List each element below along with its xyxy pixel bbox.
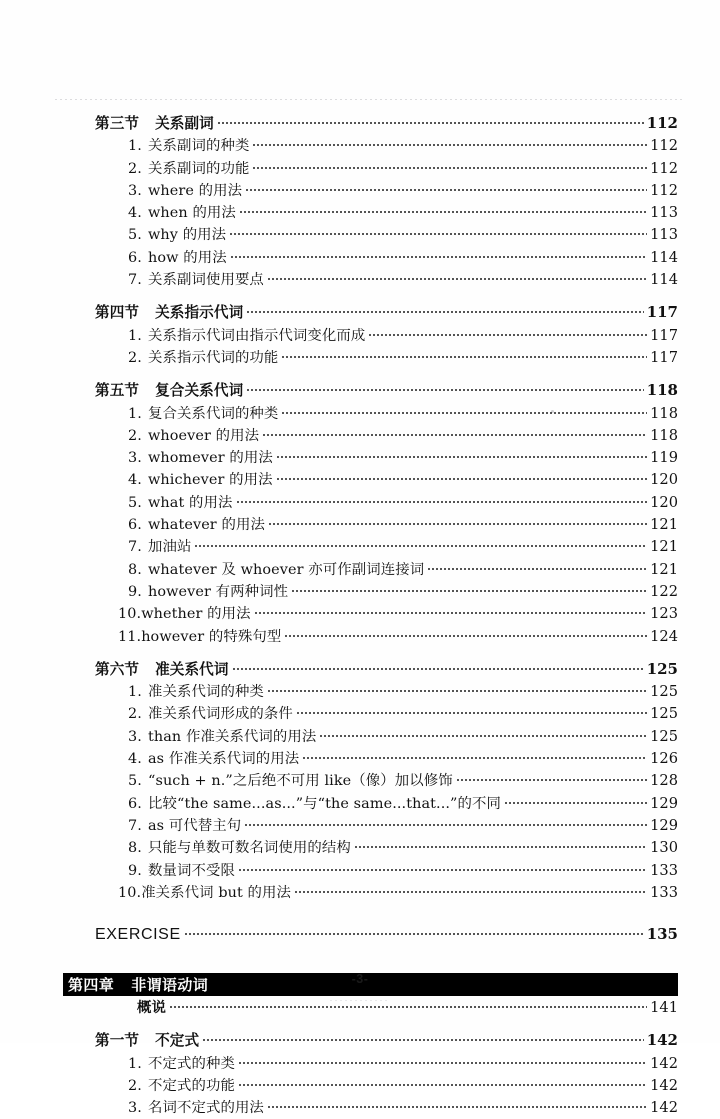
toc-item-title: 复合关系代词的种类 <box>148 405 279 422</box>
toc-entry-label <box>128 725 316 746</box>
toc-item-row[interactable] <box>0 602 720 624</box>
toc-item-title: 加油站 <box>148 539 192 556</box>
toc-section-title: 关系副词 <box>155 115 214 132</box>
toc-item-number: 3. <box>128 182 142 199</box>
toc-spacer <box>0 1018 720 1029</box>
toc-dot-leader <box>244 814 647 830</box>
toc-dot-leader <box>281 346 647 362</box>
toc-item-title: whichever 的用法 <box>148 472 273 489</box>
toc-item-title: 名词不定式的用法 <box>148 1100 264 1117</box>
toc-page-number: 121 <box>650 538 678 556</box>
toc-intro-row[interactable] <box>0 996 720 1018</box>
toc-spacer <box>0 647 720 658</box>
toc-entry-label <box>128 702 293 723</box>
toc-page-number: 141 <box>650 999 678 1017</box>
toc-dot-leader <box>302 747 647 763</box>
toc-entry-label <box>95 379 243 400</box>
scan-artifact-line <box>55 99 685 100</box>
toc-item-row[interactable] <box>0 179 720 201</box>
toc-item-title: 关系指示代词的功能 <box>148 349 279 366</box>
toc-page-number: 133 <box>650 883 678 901</box>
toc-entry-label <box>128 580 288 601</box>
toc-section-number: 第一节 <box>95 1032 140 1050</box>
toc-page-number: 124 <box>650 627 678 645</box>
toc-exercise-row[interactable] <box>0 923 720 953</box>
toc-item-title: 准关系代词形成的条件 <box>148 706 293 723</box>
toc-item-title: 比较“the same...as...”与“the same...that...”的不同 <box>148 795 501 812</box>
toc-item-number: 3. <box>128 728 142 745</box>
toc-item-number: 10. <box>118 606 142 623</box>
toc-item-row[interactable] <box>0 859 720 881</box>
toc-item-title: whomever 的用法 <box>148 450 273 467</box>
toc-item-number: 10. <box>118 884 142 901</box>
toc-dot-leader <box>276 446 647 462</box>
toc-section-row[interactable] <box>0 379 720 401</box>
toc-page-number: 112 <box>650 159 678 177</box>
toc-item-row[interactable] <box>0 134 720 156</box>
toc-intro-title: 概说 <box>137 999 166 1017</box>
toc-page-number: 121 <box>650 560 678 578</box>
toc-page-number: 129 <box>650 794 678 812</box>
toc-dot-leader <box>232 658 644 674</box>
toc-item-title: however 有两种词性 <box>148 583 289 600</box>
toc-item-number: 1. <box>128 327 142 344</box>
toc-section-number: 第五节 <box>95 382 140 400</box>
toc-page-number: 142 <box>650 1076 678 1094</box>
toc-section-number: 第三节 <box>95 115 140 132</box>
toc-dot-leader <box>504 792 647 808</box>
toc-entry-label <box>128 513 265 534</box>
toc-entry-label <box>95 926 181 944</box>
toc-item-row[interactable] <box>0 747 720 769</box>
toc-page-number: 130 <box>650 839 678 857</box>
toc-item-row[interactable] <box>0 725 720 747</box>
toc-dot-leader <box>267 1096 647 1112</box>
toc-entry-label <box>128 680 264 701</box>
toc-dot-leader <box>169 996 647 1012</box>
toc-item-row[interactable] <box>0 792 720 814</box>
toc-item-row[interactable] <box>0 625 720 647</box>
toc-item-title: 数量词不受限 <box>148 862 235 879</box>
toc-item-number: 11. <box>118 628 142 645</box>
toc-spacer <box>0 903 720 923</box>
toc-entry-label <box>128 859 235 880</box>
toc-dot-leader <box>229 223 647 239</box>
toc-page-number: 129 <box>650 816 678 834</box>
toc-item-number: 4. <box>128 205 142 222</box>
toc-dot-leader <box>254 602 647 618</box>
toc-page-number: 118 <box>650 404 678 422</box>
toc-dot-leader <box>291 580 647 596</box>
toc-item-row[interactable] <box>0 1052 720 1074</box>
toc-section-row[interactable] <box>0 112 720 134</box>
toc-item-number: 2. <box>128 706 142 723</box>
toc-dot-leader <box>284 625 647 641</box>
toc-page-number: 112 <box>650 181 678 199</box>
page-number: -3- <box>351 972 369 986</box>
toc-page-number: 142 <box>650 1099 678 1117</box>
toc-entry-label <box>128 179 242 200</box>
toc-entry-label <box>128 402 278 423</box>
toc-item-number: 1. <box>128 405 142 422</box>
toc-item-title: what 的用法 <box>148 494 233 511</box>
toc-dot-leader <box>184 923 644 939</box>
toc-item-row[interactable] <box>0 836 720 858</box>
toc-item-row[interactable] <box>0 558 720 580</box>
toc-item-number: 8. <box>128 561 142 578</box>
toc-page-number: 121 <box>650 516 678 534</box>
toc-dot-leader <box>236 491 648 507</box>
toc-item-title: as 可代替主句 <box>148 817 242 834</box>
toc-page-number: 114 <box>650 248 678 266</box>
toc-entry-label <box>137 996 166 1017</box>
toc-section-row[interactable] <box>0 658 720 680</box>
toc-item-number: 5. <box>128 227 142 244</box>
toc-dot-leader <box>238 859 647 875</box>
toc-item-row[interactable] <box>0 580 720 602</box>
toc-item-title: where 的用法 <box>148 182 243 199</box>
toc-entry-label <box>128 157 249 178</box>
toc-item-number: 7. <box>128 272 142 289</box>
toc-item-number: 2. <box>128 427 142 444</box>
toc-dot-leader <box>245 179 647 195</box>
toc-item-number: 2. <box>128 160 142 177</box>
toc-entry-label <box>118 625 282 646</box>
toc-item-title: why 的用法 <box>148 227 227 244</box>
toc-item-row[interactable] <box>0 446 720 468</box>
toc-page-number: 120 <box>650 493 678 511</box>
toc-dot-leader <box>252 134 647 150</box>
toc-section-title: 准关系代词 <box>155 660 229 678</box>
toc-dot-leader <box>239 201 647 217</box>
toc-entry-label <box>128 836 351 857</box>
toc-page-number: 128 <box>650 772 678 790</box>
toc-item-title: whoever 的用法 <box>148 427 260 444</box>
toc-item-number: 3. <box>128 1100 142 1117</box>
toc-item-title: 关系副词的种类 <box>148 138 250 155</box>
toc-item-row[interactable] <box>0 424 720 446</box>
toc-entry-label <box>128 268 264 289</box>
toc-item-row[interactable] <box>0 201 720 223</box>
toc-entry-label <box>95 112 214 133</box>
toc-spacer <box>0 368 720 379</box>
toc-page-number: 126 <box>650 750 678 768</box>
toc-item-row[interactable] <box>0 881 720 903</box>
toc-entry-label <box>128 223 226 244</box>
toc-entry-label <box>128 558 424 579</box>
toc-page-number: 117 <box>650 348 678 366</box>
toc-item-title: 只能与单数可数名词使用的结构 <box>148 840 351 857</box>
toc-item-title: however 的特殊句型 <box>141 628 282 645</box>
toc-item-row[interactable] <box>0 1096 720 1118</box>
toc-dot-leader <box>267 680 647 696</box>
toc-page-number: 125 <box>650 705 678 723</box>
toc-dot-leader <box>296 702 647 718</box>
toc-section-number: 第六节 <box>95 660 140 678</box>
toc-item-number: 3. <box>128 450 142 467</box>
toc-entry-label <box>128 346 278 367</box>
toc-entry-label <box>128 468 273 489</box>
toc-page-number: 125 <box>650 727 678 745</box>
toc-item-row[interactable] <box>0 1074 720 1096</box>
toc-entry-label <box>128 814 241 835</box>
toc-item-title: how 的用法 <box>148 249 227 266</box>
toc-item-number: 4. <box>128 472 142 489</box>
toc-item-title: 不定式的种类 <box>148 1055 235 1072</box>
toc-exercise-title: EXERCISE <box>95 926 181 944</box>
toc-entry-label <box>95 658 229 679</box>
toc-item-row[interactable] <box>0 268 720 290</box>
toc-entry-label <box>95 301 243 322</box>
toc-entry-label <box>118 881 292 902</box>
toc-section-number: 第四节 <box>95 304 140 322</box>
toc-dot-leader <box>319 725 647 741</box>
toc-entry-label <box>128 201 236 222</box>
toc-entry-label <box>128 1052 235 1073</box>
toc-page-number: 112 <box>650 137 678 155</box>
toc-page-number: 125 <box>646 659 678 678</box>
toc-section-row[interactable] <box>0 1029 720 1051</box>
toc-section-title: 关系指示代词 <box>155 304 244 322</box>
toc-section-row[interactable] <box>0 301 720 323</box>
toc-spacer <box>0 953 720 973</box>
toc-page-number: 135 <box>646 925 678 944</box>
toc-dot-leader <box>238 1074 647 1090</box>
toc-item-title: “such + n.”之后绝不可用 like（像）加以修饰 <box>148 773 453 790</box>
toc-item-number: 4. <box>128 751 142 768</box>
toc-item-number: 8. <box>128 840 142 857</box>
toc-page-number: 118 <box>650 426 678 444</box>
toc-item-number: 9. <box>128 862 142 879</box>
toc-item-title: as 作准关系代词的用法 <box>148 751 300 768</box>
toc-item-title: when 的用法 <box>148 205 236 222</box>
toc-section-title: 不定式 <box>155 1032 200 1050</box>
toc-dot-leader <box>246 379 643 395</box>
toc-item-number: 6. <box>128 795 142 812</box>
toc-dot-leader <box>262 424 647 440</box>
toc-item-row[interactable] <box>0 702 720 724</box>
toc-entry-label <box>128 446 273 467</box>
toc-dot-leader <box>230 246 647 262</box>
chapter-number: 第四章 <box>68 976 115 995</box>
toc-item-title: 关系指示代词由指示代词变化而成 <box>148 327 366 344</box>
toc-item-number: 1. <box>128 138 142 155</box>
toc-dot-leader <box>267 268 647 284</box>
toc-dot-leader <box>276 468 647 484</box>
toc-item-number: 7. <box>128 539 142 556</box>
toc-item-title: 不定式的功能 <box>148 1077 235 1094</box>
toc-page-number: 117 <box>650 326 678 344</box>
toc-item-row[interactable] <box>0 535 720 557</box>
toc-item-row[interactable] <box>0 680 720 702</box>
toc-item-title: than 作准关系代词的用法 <box>148 728 317 745</box>
toc-item-title: 准关系代词的种类 <box>148 684 264 701</box>
toc-item-number: 5. <box>128 773 142 790</box>
toc-item-number: 5. <box>128 494 142 511</box>
toc-page-number: 119 <box>650 449 678 467</box>
toc-entry-label <box>128 246 227 267</box>
toc-entry-label <box>128 792 501 813</box>
toc-entry-label <box>128 1074 235 1095</box>
toc-page-number: 113 <box>650 204 678 222</box>
toc-item-row[interactable] <box>0 513 720 535</box>
toc-dot-leader <box>246 301 643 317</box>
toc-item-title: whether 的用法 <box>141 606 251 623</box>
toc-item-title: 关系副词的功能 <box>148 160 250 177</box>
toc-item-row[interactable] <box>0 402 720 424</box>
toc-item-title: whatever 的用法 <box>148 517 265 534</box>
toc-entry-label <box>95 1029 199 1050</box>
toc-page-number: 112 <box>646 114 678 132</box>
chapter-title: 非谓语动词 <box>131 976 209 995</box>
toc-entry-label <box>128 424 259 445</box>
toc-entry-label <box>128 134 249 155</box>
toc-item-number: 1. <box>128 1055 142 1072</box>
toc-entry-label <box>128 769 453 790</box>
toc-dot-leader <box>238 1052 647 1068</box>
toc-entry-label <box>128 491 233 512</box>
toc-item-row[interactable] <box>0 468 720 490</box>
toc-item-row[interactable] <box>0 346 720 368</box>
toc-page-number: 114 <box>650 271 678 289</box>
toc-item-number: 6. <box>128 249 142 266</box>
toc-item-row[interactable] <box>0 814 720 836</box>
toc-dot-leader <box>217 112 644 128</box>
toc-item-number: 2. <box>128 349 142 366</box>
toc-item-number: 1. <box>128 684 142 701</box>
toc-entry-label <box>118 602 251 623</box>
toc-page-number: 125 <box>650 683 678 701</box>
toc-entry-label <box>128 535 191 556</box>
toc-page-number: 122 <box>650 582 678 600</box>
toc-page-number: 120 <box>650 471 678 489</box>
toc-item-row[interactable] <box>0 491 720 513</box>
toc-entry-label <box>128 324 365 345</box>
toc-item-row[interactable] <box>0 769 720 791</box>
toc-item-row[interactable] <box>0 246 720 268</box>
toc-dot-leader <box>294 881 647 897</box>
toc-entry-label <box>128 1096 264 1117</box>
toc-item-row[interactable] <box>0 324 720 346</box>
toc-dot-leader <box>354 836 647 852</box>
toc-dot-leader <box>456 769 647 785</box>
toc-entry-label <box>128 747 299 768</box>
toc-page-number: 133 <box>650 861 678 879</box>
toc-page-number: 142 <box>650 1054 678 1072</box>
toc-item-number: 7. <box>128 817 142 834</box>
toc-dot-leader <box>281 402 647 418</box>
toc-page-number: 142 <box>646 1031 678 1050</box>
toc-item-row[interactable] <box>0 223 720 245</box>
toc-item-title: whatever 及 whoever 亦可作副词连接词 <box>148 561 425 578</box>
toc-page-number: 113 <box>650 226 678 244</box>
toc-item-title: 关系副词使用要点 <box>148 272 264 289</box>
toc-item-row[interactable] <box>0 157 720 179</box>
toc-section-title: 复合关系代词 <box>155 382 244 400</box>
toc-page-number: 123 <box>650 605 678 623</box>
toc-item-number: 2. <box>128 1077 142 1094</box>
toc-item-number: 6. <box>128 517 142 534</box>
toc-dot-leader <box>427 558 647 574</box>
toc-dot-leader <box>268 513 647 529</box>
toc-dot-leader <box>252 157 647 173</box>
toc-spacer <box>0 290 720 301</box>
table-of-contents <box>0 112 720 1119</box>
toc-item-title: 准关系代词 but 的用法 <box>141 884 292 901</box>
toc-dot-leader <box>194 535 647 551</box>
toc-dot-leader <box>368 324 647 340</box>
toc-page-number: 117 <box>646 303 678 322</box>
toc-page-number: 118 <box>646 381 678 400</box>
toc-item-number: 9. <box>128 583 142 600</box>
